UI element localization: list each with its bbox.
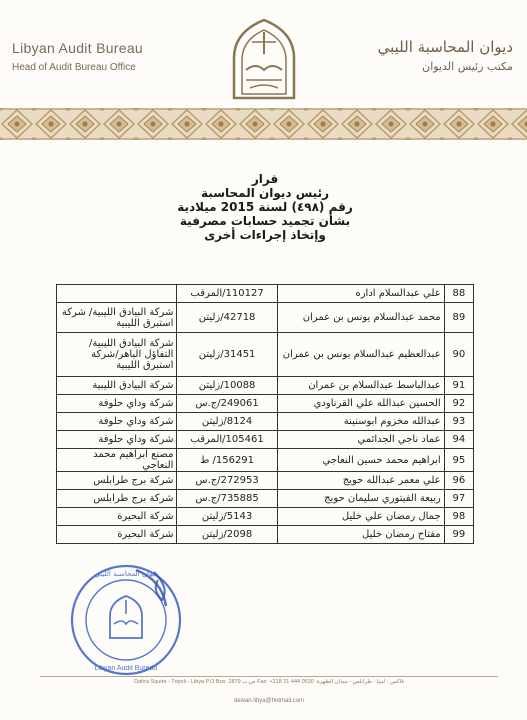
row-account: 272953/ج.س bbox=[177, 472, 277, 490]
svg-text:ديوان المحاسبة الليبي: ديوان المحاسبة الليبي bbox=[94, 570, 158, 578]
row-number: 96 bbox=[444, 472, 473, 490]
bureau-logo-icon bbox=[224, 14, 304, 102]
row-account: 110127/المرقب bbox=[177, 285, 277, 303]
row-company: شركة البيادق الليبية/ شركة استبرق الليبية bbox=[57, 303, 177, 333]
table-row bbox=[57, 490, 474, 508]
row-name: عبدالعظيم عبدالسلام يونس بن عمران bbox=[277, 333, 444, 377]
office-name-ar: مكتب رئيس الديوان bbox=[422, 60, 513, 73]
row-number: 88 bbox=[444, 285, 473, 303]
row-account: 8124/زليتن bbox=[177, 413, 277, 431]
ornamental-border bbox=[0, 108, 527, 140]
row-number: 95 bbox=[444, 449, 473, 472]
org-name-en: Libyan Audit Bureau bbox=[12, 40, 144, 56]
table-row bbox=[57, 413, 474, 431]
row-company: مصنع ابراهيم محمد النعاجي bbox=[57, 449, 177, 472]
table-row bbox=[57, 449, 474, 472]
table-row bbox=[57, 285, 474, 303]
row-name: محمد عبدالسلام يونس بن عمران bbox=[277, 303, 444, 333]
footer-address: Dahra Squire - Tripoli - Libya P.O.Box: 2879 ص.ب Fax: +218 21 444 0630 :فاكس - ليبيا - طرابلس - ميدان الظهرة bbox=[134, 679, 404, 685]
row-company: شركة البيادق الليبية bbox=[57, 377, 177, 395]
row-number: 97 bbox=[444, 490, 473, 508]
row-number: 99 bbox=[444, 526, 473, 544]
row-account: 10088/زليتن bbox=[177, 377, 277, 395]
row-number: 93 bbox=[444, 413, 473, 431]
row-number: 90 bbox=[444, 333, 473, 377]
table-row bbox=[57, 508, 474, 526]
row-account: 249061/ج.س bbox=[177, 395, 277, 413]
official-stamp-icon bbox=[66, 560, 186, 680]
row-name: عبدالله مخزوم ابوسنينة bbox=[277, 413, 444, 431]
frozen-accounts-table bbox=[56, 284, 474, 544]
row-company bbox=[57, 285, 177, 303]
row-name: عماد ناجي الجدائمي bbox=[277, 431, 444, 449]
row-company: شركة برج طرابلس bbox=[57, 490, 177, 508]
row-account: 105461/المرقب bbox=[177, 431, 277, 449]
row-account: 31451/زليتن bbox=[177, 333, 277, 377]
table-row bbox=[57, 333, 474, 377]
table-row bbox=[57, 431, 474, 449]
row-account: 156291/ ط bbox=[177, 449, 277, 472]
table-row bbox=[57, 377, 474, 395]
table-row bbox=[57, 472, 474, 490]
decree-title-block bbox=[130, 172, 400, 242]
row-account: 735885/ج.س bbox=[177, 490, 277, 508]
row-number: 91 bbox=[444, 377, 473, 395]
row-name: مفتاح رمضان خليل bbox=[277, 526, 444, 544]
row-company: شركة وداي حلوفة bbox=[57, 413, 177, 431]
svg-text:Libyan Audit Bureau: Libyan Audit Bureau bbox=[94, 665, 158, 672]
row-company: شركة برج طرابلس bbox=[57, 472, 177, 490]
row-account: 5143/زليتن bbox=[177, 508, 277, 526]
decree-subject-2: وإتخاذ إجراءات أخرى bbox=[204, 228, 326, 242]
footer-email: dewan.libya@hotmail.com bbox=[233, 698, 305, 704]
row-name: عبدالباسط عبدالسلام بن عمران bbox=[277, 377, 444, 395]
row-number: 92 bbox=[444, 395, 473, 413]
table-row bbox=[57, 303, 474, 333]
row-account: 2098/زليتن bbox=[177, 526, 277, 544]
row-number: 98 bbox=[444, 508, 473, 526]
row-name: جمال رمضان علي خليل bbox=[277, 508, 444, 526]
row-company: شركة وداي حلوفة bbox=[57, 431, 177, 449]
row-company: شركة البيادق الليبية/ التفاؤل الباهر/شركة استبرق الليبية bbox=[57, 333, 177, 377]
row-number: 89 bbox=[444, 303, 473, 333]
org-name-ar: ديوان المحاسبة الليبي bbox=[377, 38, 513, 56]
office-name-en: Head of Audit Bureau Office bbox=[12, 62, 136, 73]
table-row bbox=[57, 395, 474, 413]
letterhead-arabic bbox=[323, 38, 513, 73]
row-company: شركة البحيرة bbox=[57, 526, 177, 544]
decree-issuer: رئيس ديوان المحاسبة bbox=[201, 186, 329, 200]
row-company: شركة البحيرة bbox=[57, 508, 177, 526]
row-account: 42718/زليتن bbox=[177, 303, 277, 333]
row-name: ابراهيم محمد حسين النعاجي bbox=[277, 449, 444, 472]
row-name: الحسين عبدالله علي القرناودي bbox=[277, 395, 444, 413]
footer-divider bbox=[40, 676, 498, 677]
row-company: شركة وداي حلوفة bbox=[57, 395, 177, 413]
row-number: 94 bbox=[444, 431, 473, 449]
row-name: علي معمر عبدالله حويج bbox=[277, 472, 444, 490]
decree-title: قرار bbox=[251, 172, 279, 186]
row-name: علي عبدالسلام اداره bbox=[277, 285, 444, 303]
letterhead-english bbox=[12, 40, 212, 73]
decree-subject-1: بشأن تجميد حسابات مصرفية bbox=[179, 214, 351, 228]
row-name: ربيعة الفيتوري سليمان حويج bbox=[277, 490, 444, 508]
table-row bbox=[57, 526, 474, 544]
decree-number: رقم (٤٩٨) لسنة 2015 ميلادية bbox=[177, 200, 353, 214]
